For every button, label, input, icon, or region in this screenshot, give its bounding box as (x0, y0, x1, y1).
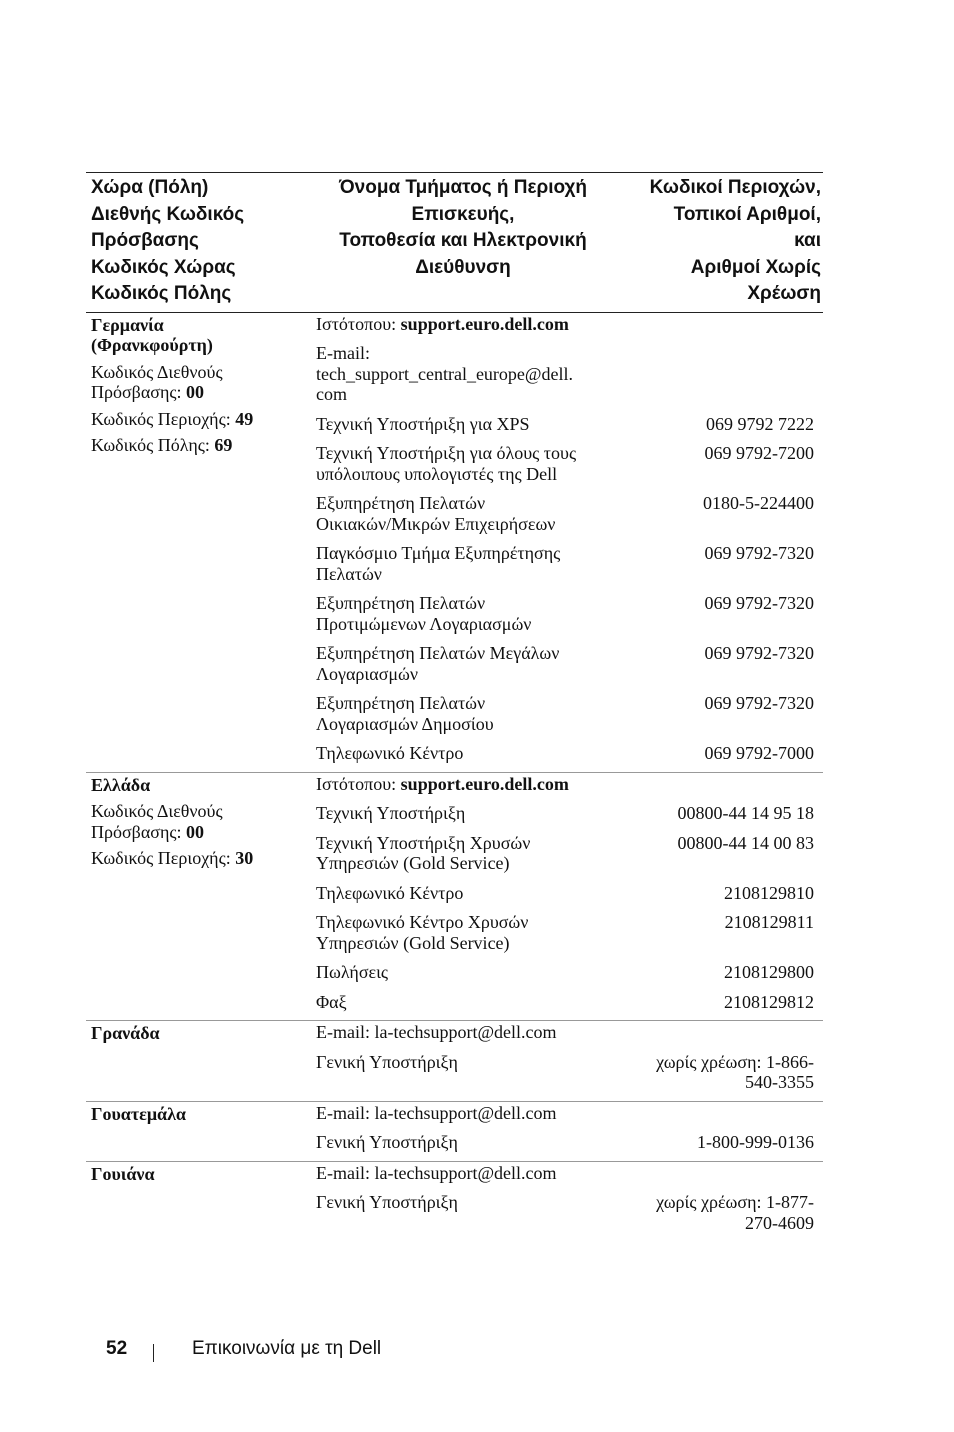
code-value: 30 (235, 848, 254, 868)
phone-number: 069 9792-7320 (704, 693, 814, 713)
code-value: 69 (214, 435, 233, 455)
service-label (311, 992, 618, 1013)
service-text: Εξυπηρέτηση Πελατών Μεγάλων Λογαριασμών (316, 643, 560, 684)
header-numbers-column: Κωδικοί Περιοχών, Τοπικοί Αριθμοί, και Αριθμοί Χωρίς Χρέωση (649, 177, 821, 304)
service-row (311, 413, 823, 443)
phone-number: χωρίς χρέωση: 1-866- 540-3355 (656, 1051, 814, 1092)
service-label (311, 1103, 618, 1124)
website-link[interactable]: support.euro.dell.com (400, 313, 569, 334)
code-value: 49 (235, 408, 254, 429)
service-row (311, 492, 823, 542)
service-row (311, 961, 823, 991)
country-info (86, 1162, 311, 1242)
service-row (311, 442, 823, 492)
service-text: Εξυπηρέτηση Πελατών Οικιακών/Μικρών Επιχειρήσεων (316, 493, 556, 534)
service-label (311, 693, 618, 734)
service-row (311, 991, 823, 1021)
service-row (311, 832, 823, 882)
service-text: Γενική Υποστήριξη (316, 1051, 458, 1072)
country-block (86, 1021, 823, 1102)
service-label (311, 1192, 618, 1233)
country-name: Γρανάδα (91, 1023, 160, 1043)
service-text: E-mail: la-techsupport@dell.com (316, 1102, 557, 1123)
service-row (311, 1191, 823, 1241)
phone-number: 2108129810 (724, 882, 814, 903)
country-code-line (91, 801, 311, 842)
service-rows (311, 773, 823, 1021)
country-name: Ελλάδα (91, 774, 151, 795)
phone-number (618, 343, 823, 405)
service-label (311, 962, 618, 983)
service-text: Γενική Υποστήριξη (316, 1192, 458, 1212)
service-text: Εξυπηρέτηση Πελατών Προτιμώμενων Λογαριασμών (316, 593, 532, 634)
service-text: Ιστότοπου: (316, 313, 401, 334)
phone-number: 069 9792-7320 (704, 543, 814, 563)
service-label (311, 314, 618, 335)
service-row (311, 642, 823, 692)
service-text: Γενική Υποστήριξη (316, 1132, 458, 1152)
service-text: Φαξ (316, 991, 347, 1012)
header-country-column: Χώρα (Πόλη) Διεθνής Κωδικός Πρόσβασης Κωδικός Χώρας Κωδικός Πόλης (91, 177, 245, 304)
phone-number: 00800-44 14 00 83 (677, 832, 814, 853)
phone-number: χωρίς χρέωση: 1-877- 270-4609 (656, 1192, 814, 1233)
page-footer (106, 1338, 381, 1360)
phone-number (618, 774, 823, 795)
phone-number: 00800-44 14 95 18 (677, 803, 814, 823)
country-name: Γουιάνα (91, 1163, 155, 1184)
service-label (311, 912, 618, 953)
website-link[interactable]: support.euro.dell.com (400, 773, 569, 794)
service-rows (311, 313, 823, 772)
country-info (86, 773, 311, 1021)
country-block (86, 313, 823, 773)
service-row (311, 1131, 823, 1161)
service-label (311, 493, 618, 534)
page-number: 52 (106, 1338, 128, 1359)
footer-separator (153, 1344, 154, 1362)
country-block (86, 773, 823, 1022)
service-label (311, 593, 618, 634)
phone-number: 069 9792-7000 (704, 743, 814, 763)
phone-number: 2108129800 (724, 962, 814, 982)
service-row (311, 313, 823, 343)
service-row (311, 1021, 823, 1051)
code-label: Κωδικός Διεθνούς Πρόσβασης: (91, 361, 223, 402)
service-text: Τεχνική Υποστήριξη (316, 803, 466, 823)
phone-number (618, 1163, 823, 1184)
service-row (311, 1102, 823, 1132)
service-text: E-mail: la-techsupport@dell.com (316, 1162, 557, 1183)
code-label: Κωδικός Διεθνούς Πρόσβασης: (91, 801, 223, 842)
service-label (311, 1022, 618, 1043)
phone-number (618, 314, 823, 335)
service-label (311, 1163, 618, 1184)
country-code-line (91, 848, 311, 869)
service-rows (311, 1102, 823, 1161)
service-text: Παγκόσμιο Τμήμα Εξυπηρέτησης Πελατών (316, 543, 561, 584)
country-name: Γουατεμάλα (91, 1103, 186, 1124)
service-label (311, 1052, 618, 1093)
phone-number: 069 9792 7222 (706, 413, 814, 434)
service-rows (311, 1021, 823, 1101)
service-row (311, 542, 823, 592)
service-text: Εξυπηρέτηση Πελατών Λογαριασμών Δημοσίου (316, 693, 494, 734)
country-block (86, 1162, 823, 1242)
phone-number: 069 9792-7200 (704, 443, 814, 463)
footer-section-title: Επικοινωνία με τη Dell (192, 1338, 382, 1359)
service-label (311, 743, 618, 764)
service-rows (311, 1162, 823, 1242)
phone-number (618, 1022, 823, 1043)
service-row (311, 742, 823, 772)
country-info (86, 313, 311, 772)
service-text: Τεχνική Υποστήριξη Χρυσών Υπηρεσιών (Gold Service) (316, 832, 531, 873)
service-text: Τηλεφωνικό Κέντρο (316, 743, 464, 763)
service-row (311, 802, 823, 832)
phone-number: 069 9792-7320 (704, 593, 814, 613)
service-row (311, 342, 823, 413)
phone-number: 1-800-999-0136 (697, 1132, 814, 1152)
service-text: Ιστότοπου: (316, 773, 401, 794)
service-row (311, 1162, 823, 1192)
service-text: Τεχνική Υποστήριξη για XPS (316, 413, 530, 434)
service-text: E-mail: la-techsupport@dell.com (316, 1022, 557, 1042)
code-label: Κωδικός Περιοχής: (91, 848, 236, 868)
phone-number: 0180-5-224400 (703, 493, 814, 513)
country-code-line (91, 435, 311, 456)
header-department-column: Όνομα Τμήματος ή Περιοχή Επισκευής, Τοποθεσία και Ηλεκτρονική Διεύθυνση (339, 177, 587, 278)
service-text: Πωλήσεις (316, 962, 389, 982)
table-body (86, 313, 823, 1242)
service-label (311, 803, 618, 824)
service-label (311, 643, 618, 684)
service-row (311, 1051, 823, 1101)
country-block (86, 1102, 823, 1162)
service-label (311, 414, 618, 435)
service-text: E-mail: tech_support_central_europe@dell. com (316, 343, 573, 404)
service-label (311, 774, 618, 795)
phone-number: 2108129811 (724, 912, 814, 932)
service-label (311, 343, 618, 405)
table-header (86, 173, 823, 313)
service-text: Τεχνική Υποστήριξη για όλους τους υπόλοιπους υπολογιστές της Dell (316, 443, 577, 484)
service-row (311, 882, 823, 912)
service-label (311, 883, 618, 904)
code-value: 00 (186, 821, 205, 842)
service-text: Τηλεφωνικό Κέντρο Χρυσών Υπηρεσιών (Gold Service) (316, 912, 529, 953)
service-label (311, 543, 618, 584)
code-value: 00 (186, 382, 205, 402)
phone-number (618, 1103, 823, 1124)
service-label (311, 1132, 618, 1153)
phone-number: 2108129812 (724, 991, 814, 1012)
service-row (311, 911, 823, 961)
phone-number: 069 9792-7320 (704, 643, 814, 663)
service-row (311, 692, 823, 742)
service-row (311, 773, 823, 803)
contact-table (86, 172, 823, 1241)
code-label: Κωδικός Πόλης: (91, 435, 215, 455)
service-label (311, 833, 618, 874)
country-info (86, 1102, 311, 1161)
country-name: Γερμανία (Φρανκφούρτη) (91, 314, 213, 355)
code-label: Κωδικός Περιοχής: (91, 408, 236, 429)
country-info (86, 1021, 311, 1101)
service-row (311, 592, 823, 642)
service-label (311, 443, 618, 484)
country-code-line (91, 409, 311, 430)
country-code-line (91, 362, 311, 403)
service-text: Τηλεφωνικό Κέντρο (316, 882, 464, 903)
